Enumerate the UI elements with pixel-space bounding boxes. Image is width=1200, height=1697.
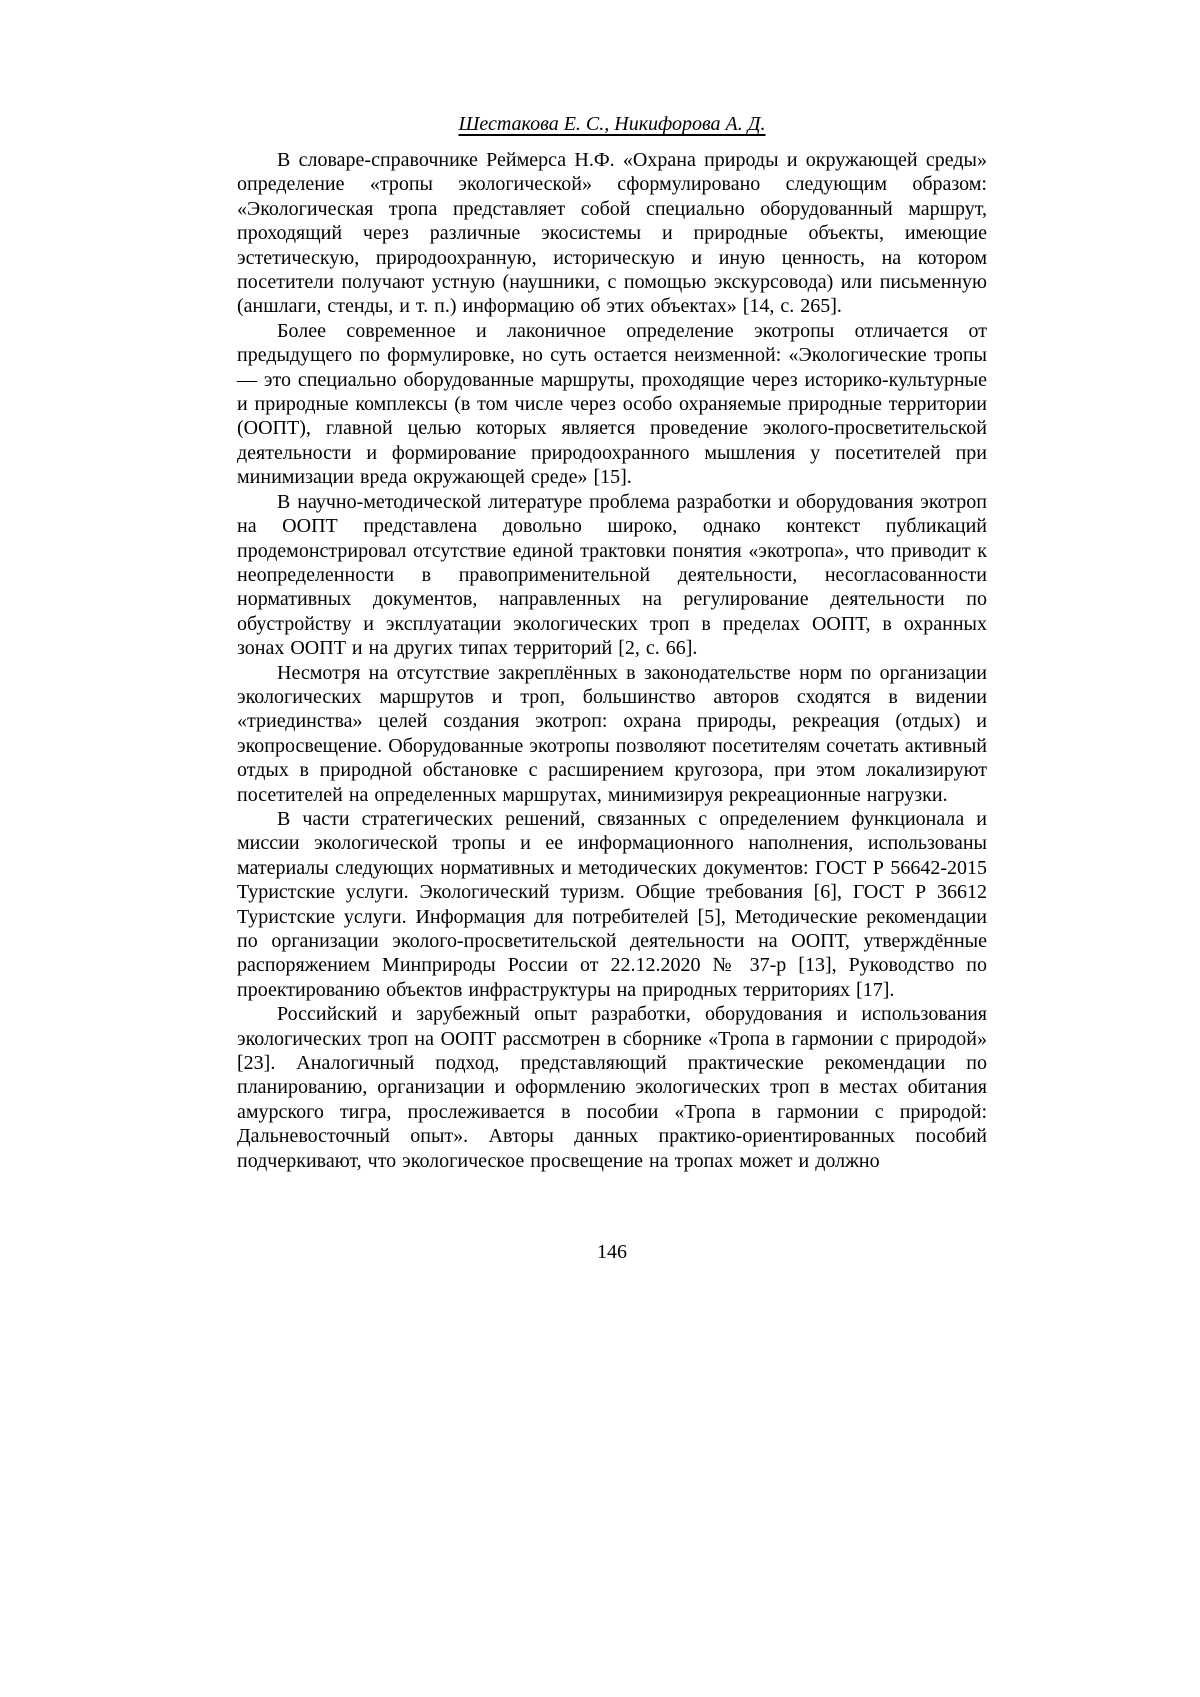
running-head: Шестакова Е. С., Никифорова А. Д. [458, 113, 766, 135]
paragraph: В словаре-справочнике Реймерса Н.Ф. «Охрана природы и окружающей среды» определение «тропы экологической» сформулировано следующим образом: «Экологическая тропа представляет собой специально оборудованный маршрут, проходящий через различные экосистемы и природные объекты, имеющие эстетическую, природоохранную, историческую и иную ценность, на котором посетители получают устную (наушники, с помощью экскурсовода) или письменную (аншлаги, стенды, и т. п.) информацию об этих объектах» [14, с. 265]. [237, 149, 987, 318]
paragraph: В части стратегических решений, связанных с определением функционала и миссии экологической тропы и ее информационного наполнения, использованы материалы следующих нормативных и методических документов: ГОСТ Р 56642-2015 Туристские услуги. Экологический туризм. Общие требования [6], ГОСТ Р 36612 Туристские услуги. Информация для потребителей [5], Методические рекомендации по организации эколого-просветительской деятельности на ООПТ, утверждённые распоряжением Минприроды России от 22.12.2020 № 37-р [13], Руководство по проектированию объектов инфраструктуры на природных территориях [17]. [237, 807, 987, 1001]
page-number: 146 [597, 1241, 627, 1263]
paragraph: В научно-методической литературе проблема разработки и оборудования экотроп на ООПТ представлена довольно широко, однако контекст публикаций продемонстрировал отсутствие единой трактовки понятия «экотропа», что приводит к неопределенности в правоприменительной деятельности, несогласованности нормативных документов, направленных на регулирование деятельности по обустройству и эксплуатации экологических троп в пределах ООПТ, в охранных зонах ООПТ и на других типах территорий [2, с. 66]. [237, 490, 987, 660]
paragraph: Российский и зарубежный опыт разработки, оборудования и использования экологических троп на ООПТ рассмотрен в сборнике «Тропа в гармонии с природой» [23]. Аналогичный подход, представляющий практические рекомендации по планированию, организации и оформлению экологических троп в местах обитания амурского тигра, прослеживается в пособии «Тропа в гармонии с природой: Дальневосточный опыт». Авторы данных практико-ориентированных пособий подчеркивают, что экологическое просвещение на тропах может и должно [237, 1003, 987, 1172]
page-content [237, 112, 987, 1173]
paragraph: Более современное и лаконичное определение экотропы отличается от предыдущего по формулировке, но суть остается неизменной: «Экологические тропы — это специально оборудованные маршруты, проходящие через историко-культурные и природные комплексы (в том числе через особо охраняемые природные территории (ООПТ), главной целью которых является проведение эколого-просветительской деятельности и формирование природоохранного мышления у посетителей при минимизации вреда окружающей среде» [15]. [237, 319, 987, 489]
paragraph: Несмотря на отсутствие закреплённых в законодательстве норм по организации экологических маршрутов и троп, большинство авторов сходятся в видении «триединства» целей создания экотроп: охрана природы, рекреация (отдых) и экопросвещение. Оборудованные экотропы позволяют посетителям сочетать активный отдых в природной обстановке с расширением кругозора, при этом локализируют посетителей на определенных маршрутах, минимизируя рекреационные нагрузки. [237, 661, 987, 806]
body-text [237, 148, 987, 1173]
